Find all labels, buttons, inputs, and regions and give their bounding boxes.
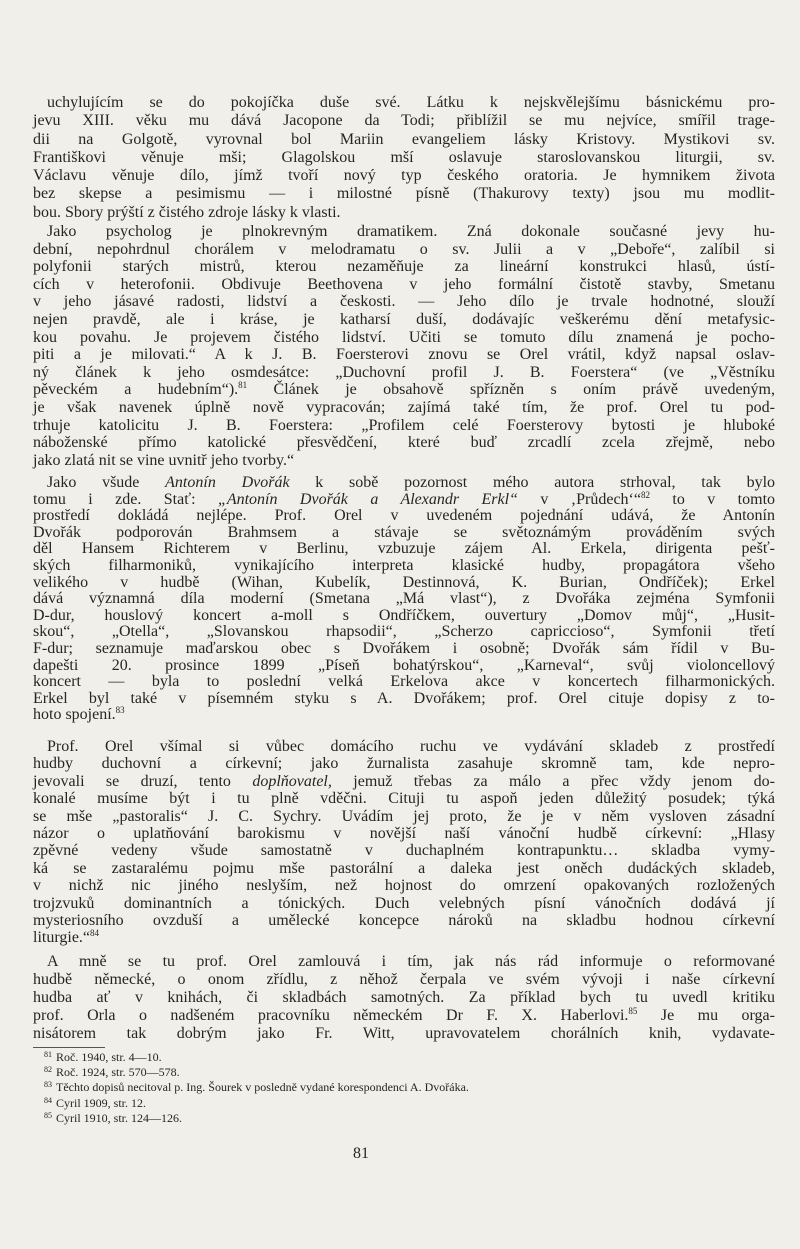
text-line: [33, 707, 775, 724]
paragraph: [33, 223, 775, 469]
text-run: Jako všude: [47, 474, 166, 491]
text-line: [33, 808, 775, 825]
line-content: Prof. Orel všímal si vůbec domácího ruchu ve vydávání skladeb z prostředí: [47, 738, 775, 755]
line-content: hudbě německé, o onom zřídlu, z něhož čerpala ve svém vývoji i naše církevní: [33, 971, 775, 988]
text-line: [33, 541, 775, 558]
line-content: je však navenek úplně nově vypracován; zajímá také tím, že prof. Orel tu pod-: [33, 398, 775, 416]
line-content: Dvořák podporován Brahmsem a stávaje se světoznámým prováděním svých: [33, 523, 775, 541]
line-content: [47, 475, 775, 492]
footnote-number: 83: [44, 1080, 52, 1090]
text-line: [33, 329, 775, 347]
text-line: [33, 364, 775, 382]
text-line: [33, 399, 775, 417]
line-content: bou. Sbory prýští z čistého zdroje lásky k vlasti.: [33, 203, 341, 221]
text-line: [33, 755, 775, 772]
line-content: ný článek k jeho osmdesátce: „Duchovní profil J. B. Foerstera“ (ve „Věstníku: [33, 363, 775, 381]
line-content: [33, 929, 99, 946]
footnote-number: 84: [44, 1095, 52, 1105]
paragraph: [33, 953, 775, 1043]
line-content: A mně se tu prof. Orel zamlouvá i tím, jak nás rád informuje o reformované: [47, 953, 775, 970]
footnote-text: Cyril 1910, str. 124—126.: [56, 1110, 183, 1125]
text-run: liturgie.“: [33, 929, 91, 947]
text-line: [33, 241, 775, 259]
line-content: bez skepse a pesimismu — i milostné písně (Thakurovy texty) jsou mu modlit-: [33, 185, 775, 203]
line-content: hudby duchovní a církevní; jako žurnalista zasahuje skromně tam, kde nepro-: [33, 755, 775, 773]
text-line: [33, 311, 775, 329]
italic-title: Antonín Dvořák: [165, 474, 290, 491]
text-line: [33, 346, 775, 364]
line-content: děl Hansem Richterem v Berlinu, vzbuzuje zájem Al. Erkela, dirigenta pešť-: [33, 540, 775, 558]
text-line: [33, 674, 775, 691]
text-line: [33, 452, 775, 470]
text-line: [33, 558, 775, 575]
line-content: Erkel byl také v písemném styku s A. Dvořákem; prof. Orel cituje dopisy z to-: [33, 689, 775, 707]
line-content: hudba ať v knihách, či skladbách samotných. Za příklad bych tu uvedl kritiku: [33, 989, 775, 1006]
text-line: [33, 971, 775, 989]
text-line: [33, 953, 775, 971]
line-content: Františkovi věnuje mši; Glagolskou mší oslavuje staroslovanskou liturgii, sv.: [33, 148, 775, 166]
line-content: [33, 773, 775, 790]
text-line: [33, 204, 775, 222]
line-content: prostředí dokládá nejlépe. Prof. Orel v uvedeném pojednání udává, že Antonín: [33, 507, 775, 525]
footnote-number: 81: [44, 1050, 52, 1059]
text-line: [33, 276, 775, 294]
italic-title: doplňovatel,: [252, 772, 332, 790]
line-content: [33, 1007, 775, 1025]
text-line: [33, 293, 775, 311]
text-run: hoto spojení.: [33, 706, 116, 724]
line-content: dii na Golgotě, vyrovnal bol Mariin evangeliem lásky Kristovy. Mystikovi sv.: [33, 130, 775, 148]
text-line: [33, 825, 775, 842]
text-line: [33, 691, 775, 708]
line-content: jevu XIII. věku mu dává Jacopone da Todi; přiblížil se mu nejvíce, smířil trage-: [33, 112, 775, 130]
text-line: [33, 860, 775, 877]
text-line: [33, 641, 775, 658]
text-run: prof. Orla o nadšeném pracovníku německém Dr F. X. Haberlovi.: [33, 1007, 629, 1024]
text-line: [33, 624, 775, 641]
footnote: [44, 1080, 469, 1095]
text-line: [33, 434, 775, 452]
line-content: trojzvuků dominantních a tónických. Duch velebných písní vánočních dodává jí: [33, 894, 775, 912]
line-content: polyfonii starých mistrů, kterou nezaměňuje za lineární konstrukci hlasů, ústí-: [33, 258, 775, 276]
text-line: [33, 475, 775, 492]
line-content: dební, nepohrdnul chorálem v melodramatu o sv. Julii a v „Deboře“, zalíbil si: [33, 240, 775, 258]
line-content: skou“, „Otella“, „Slovanskou rhapsodii“, „Scherzo capriccioso“, Symfonii třetí: [33, 623, 775, 641]
text-run: Článek je obsahově spřízněn s oním právě uvedeným,: [247, 381, 775, 399]
footnote: [44, 1050, 469, 1065]
footnote: [44, 1111, 469, 1126]
text-line: [33, 112, 775, 130]
text-run: k sobě pozornost mého autora strhoval, tak bylo: [289, 474, 776, 491]
line-content: [33, 707, 125, 724]
line-content: dává významná díla moderní (Smetana „Má vlast“), z Dvořáka zejména Symfonii: [33, 590, 775, 608]
line-content: D-dur, houslový koncert a-moll s Ondříčkem, ouvertury „Domov můj“, „Husit-: [33, 606, 775, 624]
text-run: v ‚Průdech‘“: [517, 490, 641, 508]
footnote-ref: 85: [628, 1006, 638, 1016]
text-line: [33, 1025, 775, 1043]
text-line: [33, 185, 775, 203]
line-content: Jako psycholog je plnokrevným dramatikem. Zná dokonale současné jevy hu-: [47, 223, 775, 240]
footnote-text: Cyril 1909, str. 12.: [56, 1095, 147, 1110]
line-content: Václavu věnuje dílo, jímž tvoří nový typ českého oratoria. Je hymnikem života: [33, 167, 775, 185]
footnote-text: Těchto dopisů necitoval p. Ing. Šourek v posledně vydané korespondenci A. Dvořáka.: [56, 1080, 469, 1095]
footnote-ref: 81: [238, 380, 248, 391]
footnote: [44, 1065, 469, 1080]
text-line: [33, 525, 775, 542]
footnote-number: 82: [44, 1065, 52, 1075]
text-line: [33, 223, 775, 241]
footnote: [44, 1096, 469, 1111]
text-line: [33, 877, 775, 894]
text-line: [33, 258, 775, 276]
text-line: [33, 912, 775, 929]
line-content: náboženské přímo katolické přesvědčení, které buď zrcadlí zcela zřejmě, nebo: [33, 434, 775, 452]
footnotes: [44, 1050, 469, 1126]
text-line: [33, 591, 775, 608]
footnote-number: 85: [44, 1110, 52, 1120]
footnote-ref: 84: [90, 928, 100, 939]
line-content: v jeho jásavé radosti, lidství a českosti. — Jeho dílo je trvale hodnotné, slouží: [33, 293, 775, 311]
text-run: jevovali se druzí, tento: [33, 772, 253, 790]
text-run: to v tomto: [649, 490, 776, 508]
text-line: [33, 989, 775, 1007]
footnote-ref: 82: [640, 489, 650, 500]
text-line: [33, 929, 775, 946]
line-content: nisátorem tak dobrým jako Fr. Witt, upravovatelem chorálních knih, vydavate-: [33, 1025, 775, 1042]
line-content: v nichž nic jiného neslyším, než hojnost do omrzení opakovaných rozložených: [33, 877, 775, 895]
text-line: [33, 575, 775, 592]
footnote-ref: 83: [115, 705, 125, 716]
line-content: se mše „pastoralis“ J. C. Sychry. Uvádím jej proto, že je v něm vysloven zásadní: [33, 807, 775, 825]
line-content: piti a je milovati.“ A k J. B. Foersterovi znovu se Orel vrátil, když napsal oslav-: [33, 346, 775, 364]
line-content: kou povahu. Je projevem čistého lidství. Učiti se tomuto dílu znamená je pocho-: [33, 328, 775, 346]
text-line: [33, 773, 775, 790]
line-content: ských filharmoniků, vynikajícího interpreta klasické hudby, propagátora všeho: [33, 556, 775, 574]
footnote-divider: [33, 1047, 105, 1048]
paragraph: [33, 738, 775, 947]
text-run: jemuž třebas za málo a přec vždy jenom do-: [331, 772, 776, 790]
line-content: zpěvné vedeny všude samostatně v duchaplném kontrapunktu… skladba vymy-: [33, 842, 775, 860]
text-line: [33, 790, 775, 807]
text-run: pěveckém a hudebním“).: [33, 381, 239, 399]
line-content: cích v heterofonii. Obdivuje Beethovena v jeho formální čistotě stavby, Smetanu: [33, 275, 775, 293]
line-content: ká se zastaralému pojmu mše pastorální a daleka jest oněch dudáckých skladeb,: [33, 859, 775, 877]
text-line: [33, 149, 775, 167]
line-content: trhuje katolicitu J. B. Foerstera: „Profilem celé Foersterovy bytosti je hluboké: [33, 416, 775, 434]
text-line: [33, 608, 775, 625]
line-content: uchylujícím se do pokojíčka duše své. Látku k nejskvělejšímu básnickému pro-: [47, 94, 775, 111]
line-content: [33, 489, 776, 509]
text-run: tomu i zde. Stať:: [33, 490, 218, 508]
text-line: [33, 738, 775, 755]
page-number: 81: [353, 1145, 369, 1162]
line-content: konalé musíme být i tu plně vděčni. Cituji tu aspoň jeden důležitý posudek; týká: [33, 790, 775, 808]
paragraph: [33, 475, 775, 724]
line-content: jako zlatá nit se vine uvnitř jeho tvorby.“: [33, 451, 295, 469]
text-line: [33, 94, 775, 112]
text-line: [33, 1007, 775, 1025]
paragraph: [33, 94, 775, 222]
footnote-text: Roč. 1924, str. 570—578.: [56, 1065, 180, 1080]
text-line: [33, 842, 775, 859]
line-content: [33, 381, 775, 399]
italic-title: „Antonín Dvořák a Alexandr Erkl“: [217, 490, 518, 508]
line-content: názor o uplatňování barokismu v novější naší vánoční hudbě církevní: „Hlasy: [33, 824, 775, 842]
footnote-text: Roč. 1940, str. 4—10.: [56, 1050, 162, 1064]
line-content: koncert — byla to poslední velká Erkelova akce v koncertech filharmonických.: [33, 673, 775, 691]
line-content: nejen pravdě, ale i kráse, je katharsí duší, dodávajíc veškerému dění metafysic-: [33, 310, 775, 328]
line-content: F-dur; seznamuje maďarskou obec s Dvořákem i osobně; Dvořák sám řídil v Bu-: [33, 639, 775, 657]
line-content: dapešti 20. prosince 1899 „Píseň bohatýrskou“, „Karneval“, svůj violoncellový: [33, 656, 775, 674]
text-line: [33, 489, 776, 509]
text-line: [33, 417, 775, 435]
text-line: [33, 131, 775, 149]
text-line: [33, 508, 775, 525]
text-line: [33, 658, 775, 675]
text-run: Je mu orga-: [637, 1007, 775, 1024]
text-line: [33, 381, 775, 399]
line-content: velikého v hudbě (Wihan, Kubelík, Destinnová, K. Burian, Ondříček); Erkel: [33, 573, 775, 591]
text-line: [33, 167, 775, 185]
text-line: [33, 895, 775, 912]
line-content: mysteriosního ovzduší a umělecké koncepce nároků na skladbu hodnou církevní: [33, 911, 775, 929]
